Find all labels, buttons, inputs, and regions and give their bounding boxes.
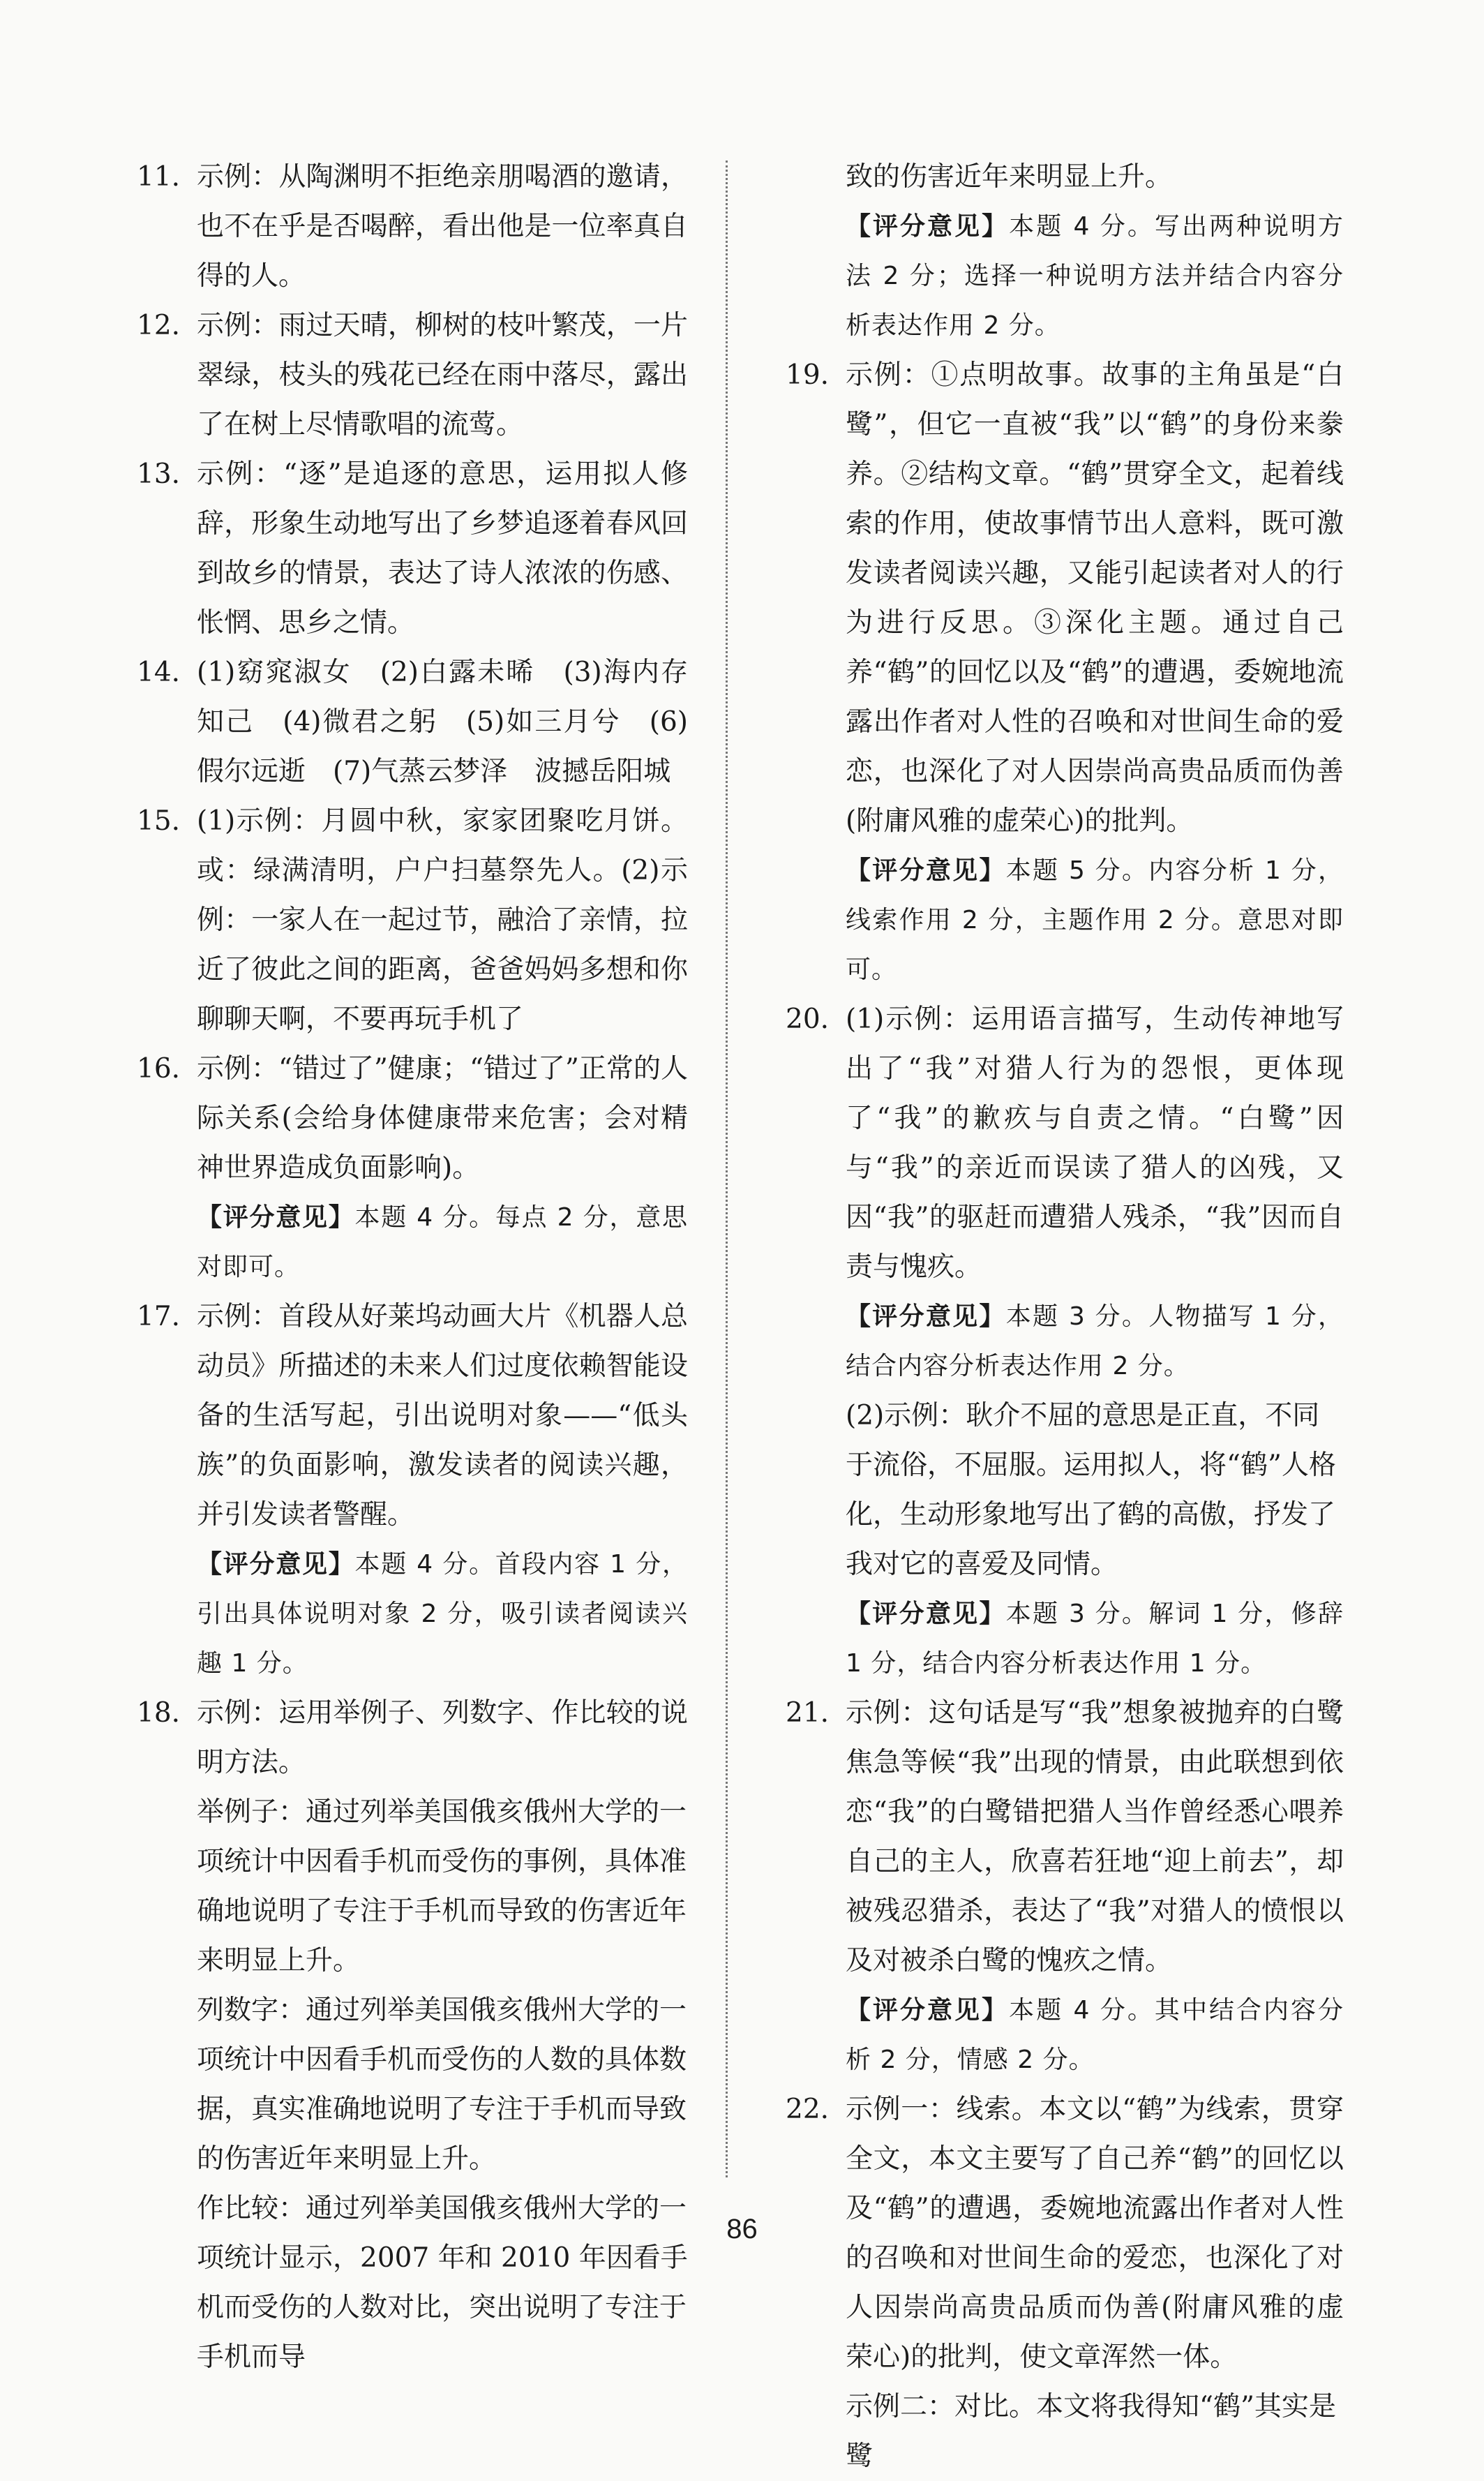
scoring-tag: 【评分意见】	[197, 1550, 355, 1579]
answer-text: 示例：首段从好莱坞动画大片《机器人总动员》所描述的未来人们过度依赖智能设备的生活写起，引出说明对象——“低头族”的负面影响，激发读者的阅读兴趣，并引发读者警醒。	[197, 1301, 688, 1530]
answer-text: 示例：“错过了”健康；“错过了”正常的人际关系(会给身体健康带来危害；会对精神世界造成负面影响)。	[197, 1053, 688, 1184]
scoring-tag: 【评分意见】	[846, 1302, 1006, 1331]
scoring-note-21	[786, 1985, 1344, 2085]
right-column	[786, 152, 1344, 2481]
scoring-text: 本题 3 分。人物描写 1 分，结合内容分析表达作用 2 分。	[846, 1302, 1344, 1380]
question-number: 12.	[137, 310, 181, 341]
answer-21	[786, 1688, 1344, 1985]
answer-18	[137, 1688, 688, 1787]
answer-text: 示例：雨过天晴，柳树的枝叶繁茂，一片翠绿，枝头的残花已经在雨中落尽，露出了在树上尽情歌唱的流莺。	[197, 310, 688, 440]
answer-18-example: 举例子：通过列举美国俄亥俄州大学的一项统计中因看手机而受伤的事例，具体准确地说明了专注于手机而导致的伤害近年来明显上升。	[197, 1796, 687, 1976]
question-number: 21.	[786, 1697, 830, 1729]
scoring-text: 本题 4 分。首段内容 1 分，引出具体说明对象 2 分，吸引读者阅读兴趣 1 分。	[197, 1550, 688, 1678]
question-number: 22.	[786, 2094, 830, 2125]
answer-12	[137, 301, 688, 449]
answer-text: (1)窈窕淑女 (2)白露未晞 (3)海内存知己 (4)微君之躬 (5)如三月兮 (6)假尔远逝 (7)气蒸云梦泽 波撼岳阳城	[197, 657, 688, 787]
answer-text: 示例：运用举例子、列数字、作比较的说明方法。	[197, 1697, 688, 1778]
scoring-note-16	[137, 1193, 688, 1292]
column-divider	[726, 161, 728, 2177]
scoring-tag: 【评分意见】	[846, 1996, 1010, 2025]
answer-14	[137, 648, 688, 796]
scoring-note-17	[137, 1540, 688, 1688]
answer-20-part2: (2)示例：耿介不屈的意思是正直，不同于流俗，不屈服。运用拟人，将“鹤”人格化，生动形象地写出了鹤的高傲，抒发了我对它的喜爱及同情。	[846, 1400, 1336, 1580]
answer-text: (1)示例：运用语言描写，生动传神地写出了“我”对猎人行为的怨恨，更体现了“我”的歉疚与自责之情。“白鹭”因与“我”的亲近而误读了猎人的凶残，又因“我”的驱赶而遭猎人残杀，“我”因而自责与愧疚。	[846, 1004, 1344, 1283]
question-number: 11.	[137, 161, 181, 193]
scoring-tag: 【评分意见】	[846, 856, 1006, 885]
scoring-note-19	[786, 846, 1344, 994]
answer-text: 示例：①点明故事。故事的主角虽是“白鹭”，但它一直被“我”以“鹤”的身份来豢养。②结构文章。“鹤”贯穿全文，起着线索的作用，使故事情节出人意料，既可激发读者阅读兴趣，又能引起读者对人的行为进行反思。③深化主题。通过自己养“鹤”的回忆以及“鹤”的遭遇，委婉地流露出作者对人性的召唤和对世间生命的爱恋，也深化了对人因崇尚高贵品质而伪善(附庸风雅的虚荣心)的批判。	[846, 359, 1344, 837]
answer-18-continued: 致的伤害近年来明显上升。	[846, 161, 1173, 193]
answer-18-numbers: 列数字：通过列举美国俄亥俄州大学的一项统计中因看手机而受伤的人数的具体数据，真实准确地说明了专注于手机而导致的伤害近年来明显上升。	[197, 1995, 687, 2175]
answer-20	[786, 994, 1344, 1292]
scoring-text: 本题 4 分。其中结合内容分析 2 分，情感 2 分。	[846, 1996, 1344, 2074]
page-number: 86	[726, 2214, 758, 2244]
answer-text: 示例：这句话是写“我”想象被抛弃的白鹭焦急等候“我”出现的情景，由此联想到依恋“我”的白鹭错把猎人当作曾经悉心喂养自己的主人，欣喜若狂地“迎上前去”，却被残忍猎杀，表达了“我”对猎人的愤恨以及对被杀白鹭的愧疚之情。	[846, 1697, 1344, 1976]
question-number: 18.	[137, 1697, 181, 1729]
answer-13	[137, 449, 688, 648]
question-number: 20.	[786, 1004, 830, 1035]
scoring-text: 本题 4 分。写出两种说明方法 2 分；选择一种说明方法并结合内容分析表达作用 2 分。	[846, 212, 1344, 340]
answer-text: 示例：从陶渊明不拒绝亲朋喝酒的邀请，也不在乎是否喝醉，看出他是一位率真自得的人。	[197, 161, 688, 292]
answer-17	[137, 1292, 688, 1540]
scoring-tag: 【评分意见】	[846, 212, 1010, 241]
question-number: 16.	[137, 1053, 181, 1085]
scoring-text: 本题 5 分。内容分析 1 分，线索作用 2 分，主题作用 2 分。意思对即可。	[846, 856, 1344, 984]
question-number: 19.	[786, 359, 830, 391]
scoring-note-18	[786, 202, 1344, 350]
answer-text: 示例：“逐”是追逐的意思，运用拟人修辞，形象生动地写出了乡梦追逐着春风回到故乡的情景，表达了诗人浓浓的伤感、怅惘、思乡之情。	[197, 459, 688, 639]
scoring-tag: 【评分意见】	[846, 1600, 1006, 1628]
scoring-text: 本题 4 分。每点 2 分，意思对即可。	[197, 1203, 688, 1281]
answer-18-comparison: 作比较：通过列举美国俄亥俄州大学的一项统计显示，2007 年和 2010 年因看手机而受伤的人数对比，突出说明了专注于手机而导	[197, 2193, 688, 2373]
scoring-tag: 【评分意见】	[197, 1203, 355, 1232]
question-number: 14.	[137, 657, 181, 688]
scoring-text: 本题 3 分。解词 1 分，修辞 1 分，结合内容分析表达作用 1 分。	[846, 1600, 1344, 1678]
left-column	[137, 152, 688, 2382]
scoring-note-20-2	[786, 1589, 1344, 1688]
answer-16	[137, 1044, 688, 1193]
answer-15	[137, 796, 688, 1044]
answer-text: (1)示例：月圆中秋，家家团聚吃月饼。或：绿满清明，户户扫墓祭先人。(2)示例：一家人在一起过节，融洽了亲情，拉近了彼此之间的距离，爸爸妈妈多想和你聊聊天啊，不要再玩手机了	[197, 805, 688, 1035]
question-number: 17.	[137, 1301, 181, 1332]
question-number: 15.	[137, 805, 181, 837]
question-number: 13.	[137, 459, 181, 490]
answer-19	[786, 350, 1344, 846]
answer-11	[137, 152, 688, 301]
answer-text: 示例一：线索。本文以“鹤”为线索，贯穿全文，本文主要写了自己养“鹤”的回忆以及“鹤”的遭遇，委婉地流露出作者对人性的召唤和对世间生命的爱恋，也深化了对人因崇尚高贵品质而伪善(附庸风雅的虚荣心)的批判，使文章浑然一体。	[846, 2094, 1344, 2373]
answer-22-example2: 示例二：对比。本文将我得知“鹤”其实是鹭	[846, 2391, 1336, 2472]
scoring-note-20-1	[786, 1292, 1344, 1391]
